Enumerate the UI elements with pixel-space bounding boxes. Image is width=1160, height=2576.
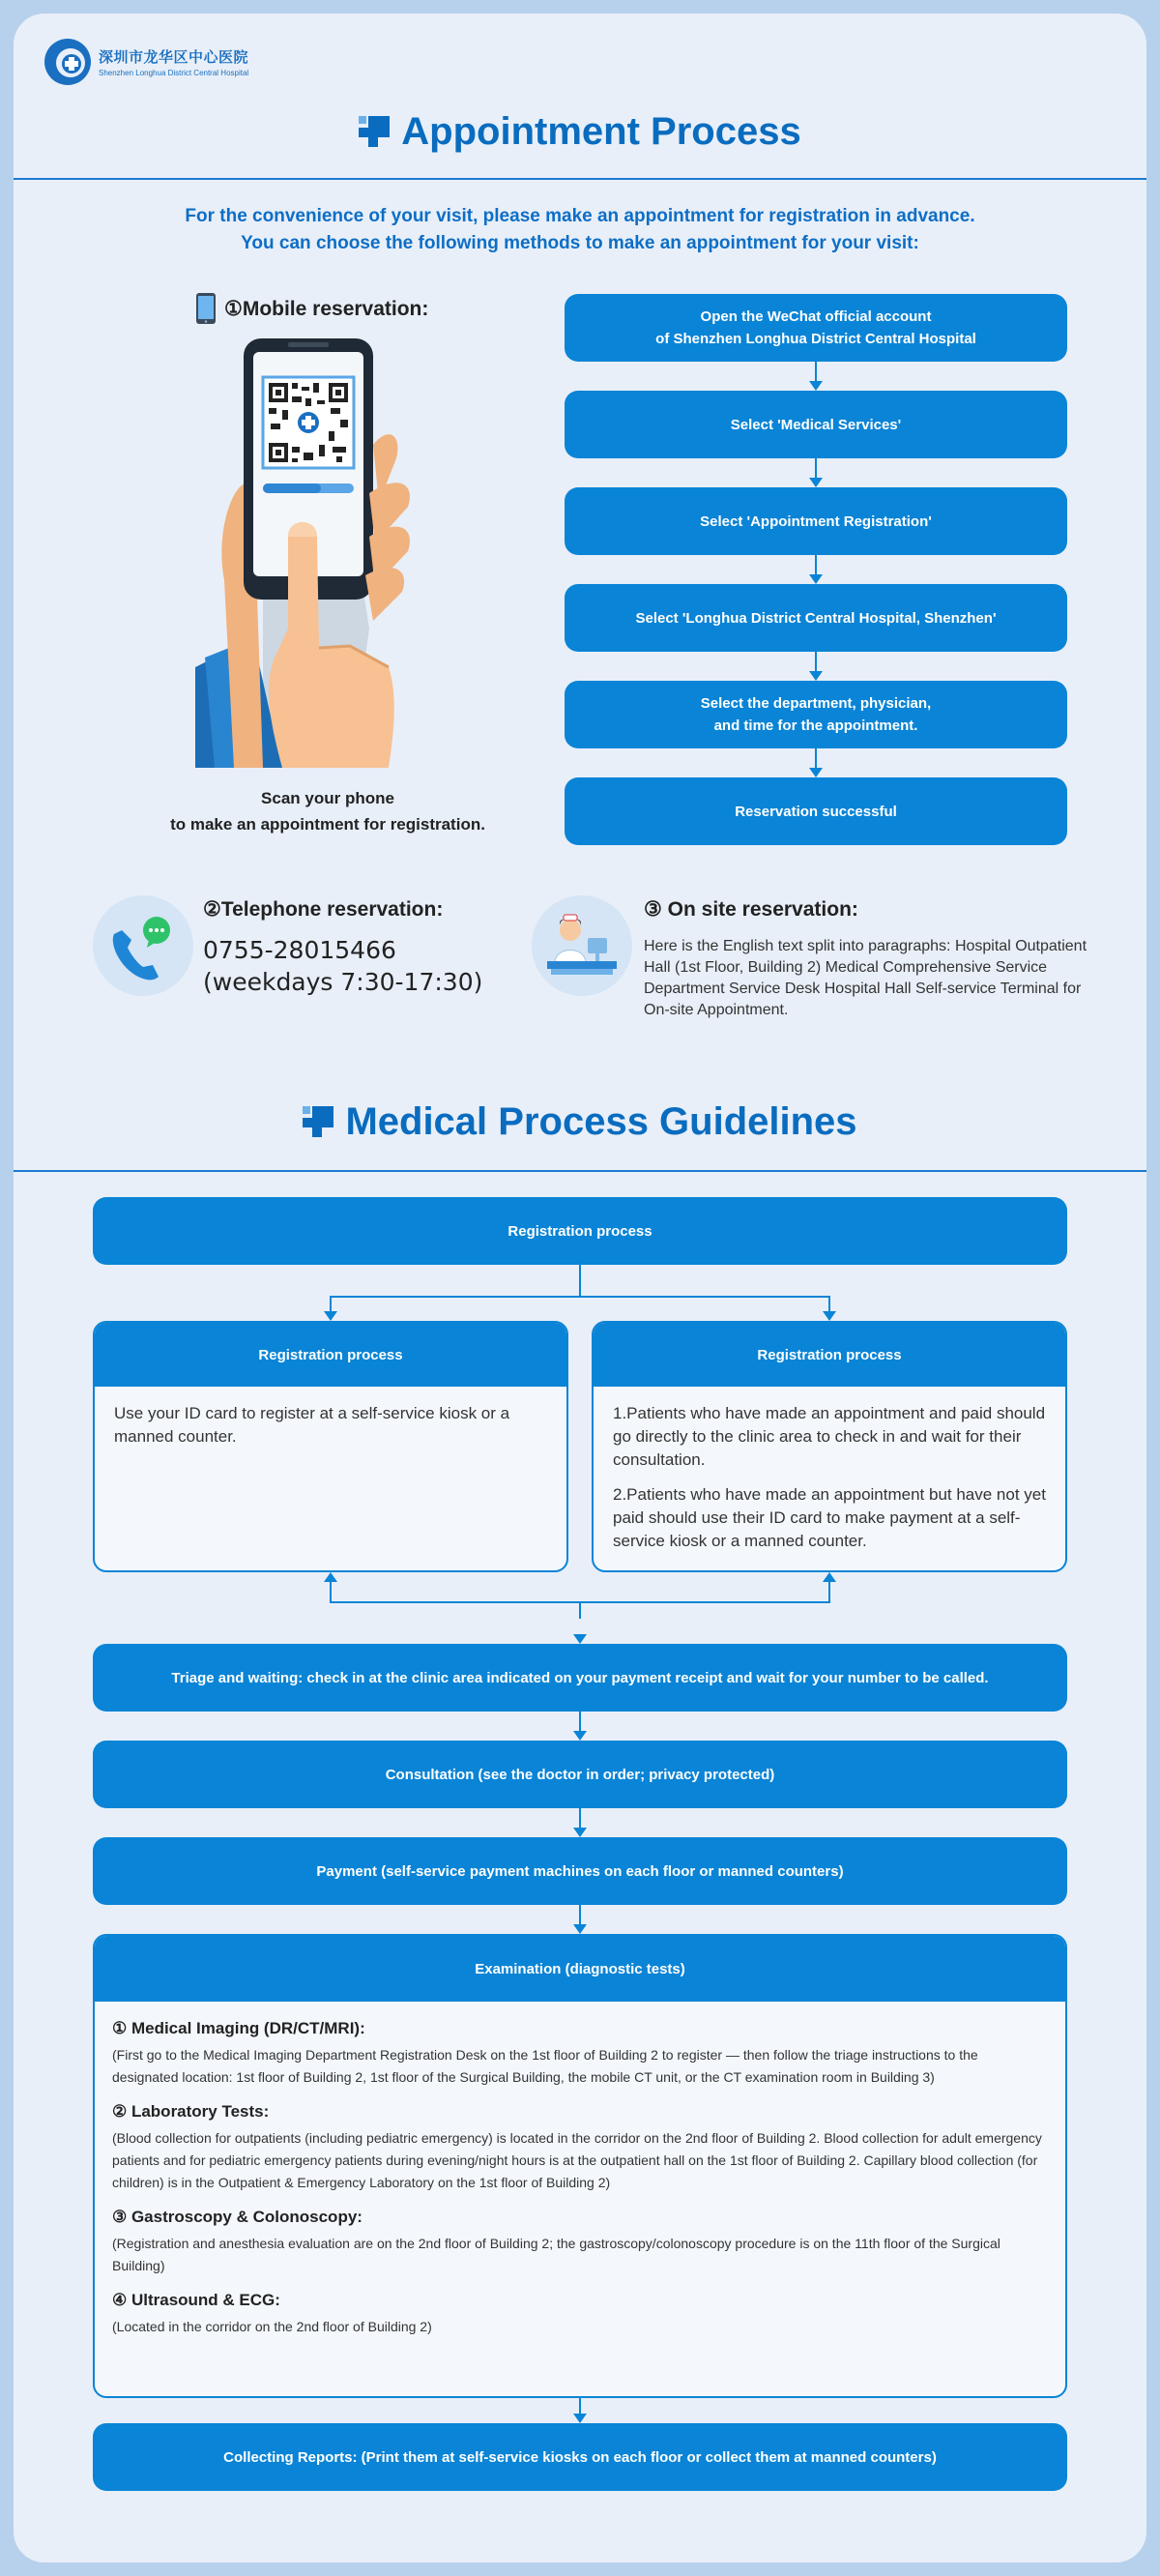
scan-instructions bbox=[139, 785, 516, 837]
examination-items bbox=[95, 2002, 1065, 2354]
appointment-intro bbox=[72, 203, 1088, 257]
telephone-reservation-title: ②Telephone reservation: bbox=[203, 898, 444, 921]
connector-line bbox=[330, 1296, 830, 1298]
step-line-1: Select 'Appointment Registration' bbox=[700, 512, 932, 530]
step-line-1: Select 'Medical Services' bbox=[730, 416, 902, 433]
medical-section-title bbox=[14, 1095, 1146, 1149]
exam-item-text: (Located in the corridor on the 2nd floor of Building 2) bbox=[112, 2319, 432, 2334]
appointment-title-text: Appointment Process bbox=[401, 109, 801, 153]
left-box-body bbox=[95, 1387, 566, 1464]
connector-line bbox=[579, 1601, 581, 1619]
exam-item-text: (First go to the Medical Imaging Department Registration Desk on the 1st floor of Building 2 to register — then follow the triage instructions to the designated location: 1st floor of Building 2, 1st floor of the Surgical Building, the mobile CT unit, or the CT examination room in Building 3) bbox=[112, 2047, 978, 2085]
connector-line bbox=[815, 458, 817, 478]
exam-item-title: ③ Gastroscopy & Colonoscopy: bbox=[112, 2208, 362, 2226]
connector-line bbox=[579, 1808, 581, 1828]
connector-line bbox=[815, 555, 817, 574]
examination-title: Examination (diagnostic tests) bbox=[95, 1936, 1065, 2002]
connector-line bbox=[579, 1265, 581, 1298]
connector-line bbox=[828, 1580, 830, 1603]
examination-box bbox=[93, 1934, 1067, 2398]
exam-item-title: ② Laboratory Tests: bbox=[112, 2102, 270, 2121]
section-divider bbox=[14, 1170, 1146, 1172]
hospital-logo bbox=[43, 35, 275, 89]
registration-process-top: Registration process bbox=[93, 1197, 1067, 1265]
connector-line bbox=[815, 748, 817, 768]
arrow-down-icon bbox=[809, 381, 823, 391]
arrow-down-icon bbox=[573, 1731, 587, 1741]
intro-line-2: You can choose the following methods to make an appointment for your visit: bbox=[241, 233, 919, 253]
smartphone-icon bbox=[195, 292, 217, 325]
onsite-reservation-title: ③ On site reservation: bbox=[644, 898, 858, 921]
arrow-down-icon bbox=[573, 1634, 587, 1644]
wechat-step-3 bbox=[565, 487, 1067, 555]
connector-line bbox=[815, 652, 817, 671]
title-blocks-icon bbox=[303, 1106, 334, 1137]
telephone-number-block bbox=[203, 934, 482, 998]
arrow-down-icon bbox=[573, 2414, 587, 2423]
wechat-step-5 bbox=[565, 681, 1067, 748]
hospital-emblem-icon bbox=[43, 37, 93, 87]
arrow-down-icon bbox=[573, 1828, 587, 1837]
mobile-title-text: ①Mobile reservation: bbox=[224, 297, 429, 320]
right-box-body bbox=[594, 1387, 1065, 1568]
exam-item-title: ① Medical Imaging (DR/CT/MRI): bbox=[112, 2019, 365, 2037]
connector-line bbox=[815, 362, 817, 381]
intro-line-1: For the convenience of your visit, please make an appointment for registration in advance. bbox=[185, 206, 975, 226]
arrow-down-icon bbox=[809, 768, 823, 777]
step-line-1: Select the department, physician, bbox=[700, 695, 932, 712]
exam-item-title: ④ Ultrasound & ECG: bbox=[112, 2291, 280, 2309]
section-divider bbox=[14, 178, 1146, 180]
phone-chat-icon bbox=[93, 895, 193, 996]
onsite-icon-badge bbox=[532, 895, 632, 996]
page-card bbox=[14, 14, 1146, 2562]
arrow-down-icon bbox=[809, 478, 823, 487]
wechat-step-2 bbox=[565, 391, 1067, 458]
appointment-section-title bbox=[14, 104, 1146, 159]
payment-step: Payment (self-service payment machines on each floor or manned counters) bbox=[93, 1837, 1067, 1905]
registration-box-left bbox=[93, 1321, 568, 1572]
onsite-reservation-text: Here is the English text split into paragraphs: Hospital Outpatient Hall (1st Floor, Building 2) Medical Comprehensive Service Department Service Desk Hospital Hall Self-service Terminal for On-site Appointment. bbox=[644, 938, 1088, 1018]
right-box-title: Registration process bbox=[594, 1323, 1065, 1387]
telephone-number: 0755-28015466 bbox=[203, 936, 396, 964]
arrow-down-icon bbox=[809, 574, 823, 584]
arrow-down-icon bbox=[823, 1311, 836, 1321]
step-line-2: and time for the appointment. bbox=[713, 717, 918, 734]
step-line-1: Reservation successful bbox=[735, 803, 897, 820]
collecting-reports-step: Collecting Reports: (Print them at self-service kiosks on each floor or collect them at manned counters) bbox=[93, 2423, 1067, 2491]
exam-item-text: (Registration and anesthesia evaluation are on the 2nd floor of Building 2; the gastroscopy/colonoscopy procedure is on the 11th floor of the Surgical Building) bbox=[112, 2236, 1000, 2273]
connector-line bbox=[579, 1905, 581, 1924]
consultation-step: Consultation (see the doctor in order; privacy protected) bbox=[93, 1741, 1067, 1808]
title-blocks-icon bbox=[359, 116, 390, 147]
exam-item-text: (Blood collection for outpatients (including pediatric emergency) is located in the corridor on the 2nd floor of Building 2. Blood collection for adult emergency patients and for pediatric emergency patients during evening/night hours is at the outpatient hall on the 1st floor of Building 2. Capillary blood collection (for children) is in the Outpatient & Emergency Laboratory on the 1st floor of Building 2) bbox=[112, 2130, 1042, 2190]
telephone-hours: (weekdays 7:30-17:30) bbox=[203, 968, 483, 996]
logo-chinese-name: 深圳市龙华区中心医院 bbox=[99, 49, 249, 66]
wechat-step-6 bbox=[565, 777, 1067, 845]
phone-scan-illustration bbox=[195, 338, 447, 768]
arrow-down-icon bbox=[573, 1924, 587, 1934]
nurse-desk-icon bbox=[532, 895, 632, 996]
wechat-step-1 bbox=[565, 294, 1067, 362]
step-line-2: of Shenzhen Longhua District Central Hospital bbox=[655, 331, 976, 347]
right-box-paragraph-1: 1.Patients who have made an appointment and paid should go directly to the clinic area to check in and wait for their consultation. bbox=[613, 1404, 1046, 1469]
mobile-reservation-title bbox=[195, 292, 428, 325]
arrow-down-icon bbox=[324, 1311, 337, 1321]
step-line-1: Open the WeChat official account bbox=[700, 308, 932, 325]
left-box-title: Registration process bbox=[95, 1323, 566, 1387]
connector-line bbox=[330, 1580, 332, 1603]
right-box-paragraph-2: 2.Patients who have made an appointment but have not yet paid should use their ID card to make payment at a self-service kiosk or a manned counter. bbox=[613, 1485, 1046, 1550]
triage-step: Triage and waiting: check in at the clinic area indicated on your payment receipt and wait for your number to be called. bbox=[93, 1644, 1067, 1712]
left-box-text: Use your ID card to register at a self-service kiosk or a manned counter. bbox=[114, 1404, 510, 1446]
medical-title-text: Medical Process Guidelines bbox=[345, 1099, 857, 1143]
registration-box-right bbox=[592, 1321, 1067, 1572]
wechat-step-4 bbox=[565, 584, 1067, 652]
telephone-icon-badge bbox=[93, 895, 193, 996]
scan-line-1: Scan your phone bbox=[261, 789, 394, 807]
step-line-1: Select 'Longhua District Central Hospital, Shenzhen' bbox=[635, 609, 997, 627]
arrow-down-icon bbox=[809, 671, 823, 681]
logo-english-name: Shenzhen Longhua District Central Hospital bbox=[99, 69, 249, 77]
connector-line bbox=[579, 1712, 581, 1731]
scan-line-2: to make an appointment for registration. bbox=[170, 815, 485, 834]
